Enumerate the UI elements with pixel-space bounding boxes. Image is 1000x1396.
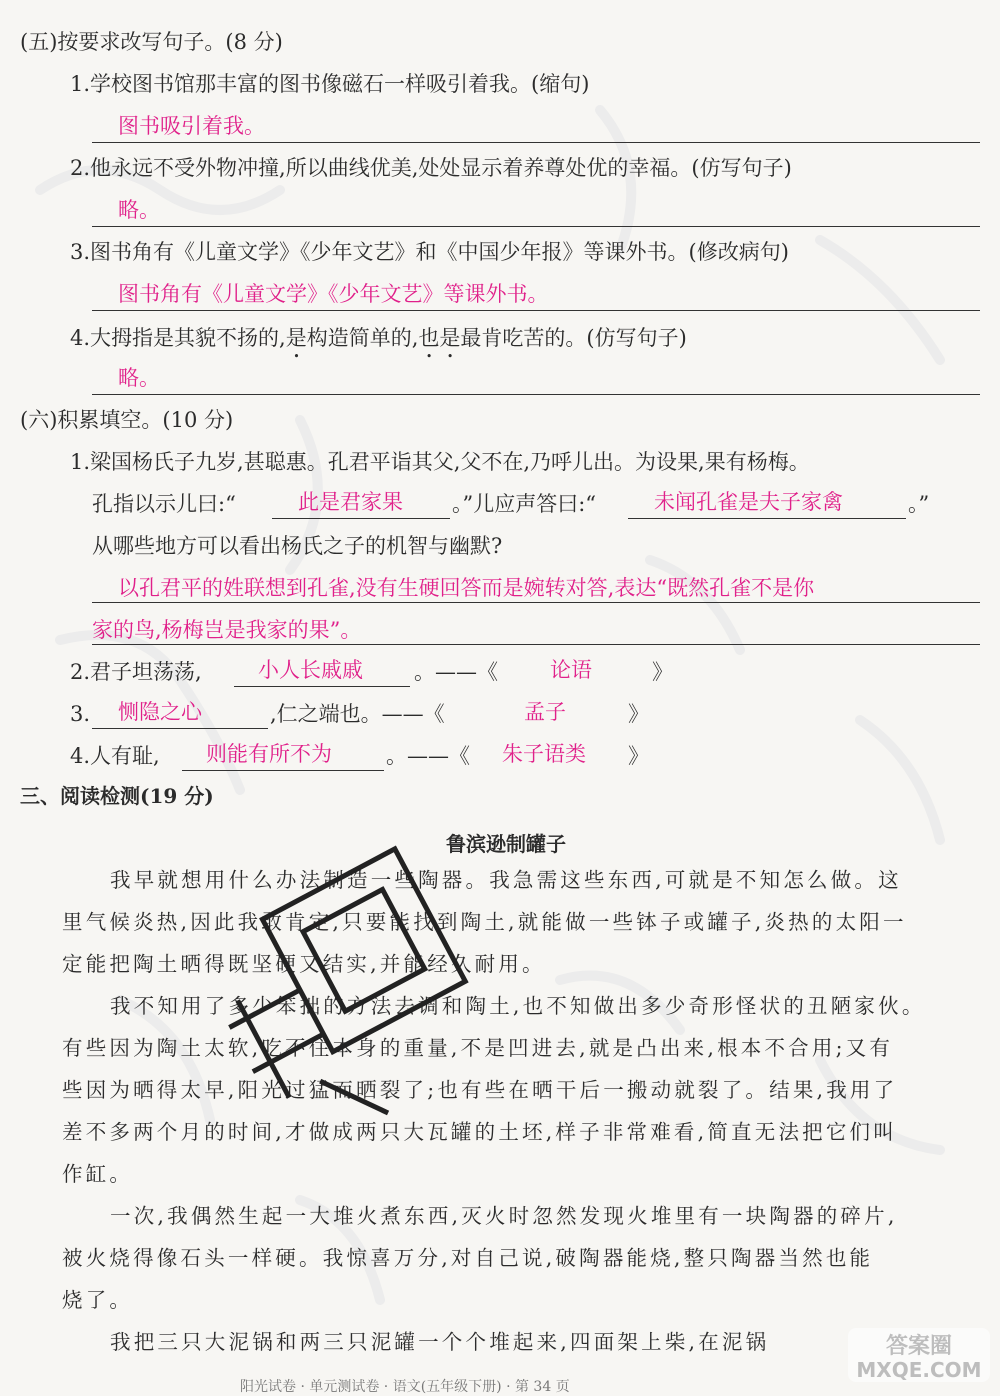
s6-q2-source: 论语 [550,658,592,682]
s6-q1-line2b: 。”儿应声答曰:“ [452,492,597,516]
mxqe-logo [844,1326,994,1384]
reading-line-9: 一次,我偶然生起一大堆火煮东西,灭火时忽然发现火堆里有一块陶器的碎片, [110,1204,898,1228]
answer-line [92,310,980,311]
s6-q1-answer-2: 家的鸟,杨梅岂是我家的果”。 [92,618,362,642]
s6-q2-prefix: 2.君子坦荡荡, [70,660,202,684]
s6-q2-end: 》 [652,660,673,684]
reading-title: 鲁滨逊制罐子 [446,832,566,856]
blank-line [92,728,268,729]
s5-answer-2: 略。 [118,198,160,222]
s6-q3-mid: ,仁之端也。——《 [270,702,445,726]
page-footer: 阳光试卷 · 单元测试卷 · 语文(五年级下册) · 第 34 页 [240,1379,570,1395]
s6-q4-end: 》 [628,744,649,768]
blank-line [234,686,410,687]
answer-line [92,142,980,143]
reading-line-10: 被火烧得像石头一样硬。我惊喜万分,对自己说,破陶器能烧,整只陶器当然也能 [62,1246,874,1270]
s6-q3-blank: 恻隐之心 [118,700,202,724]
reading-line-4: 我不知用了多少笨拙的方法去调和陶土,也不知做出多少奇形怪状的丑陋家伙。 [110,994,926,1018]
s6-q2-blank: 小人长戚戚 [258,658,363,682]
s5-answer-1: 图书吸引着我。 [118,114,265,138]
answer-line [92,644,980,645]
blank-line [272,518,450,519]
s5-question-2: 2.他永远不受外物冲撞,所以曲线优美,处处显示着养尊处优的幸福。(仿写句子) [70,156,792,180]
reading-line-11: 烧了。 [62,1288,134,1312]
blank-line [628,518,906,519]
answer-line [92,226,980,227]
reading-line-6: 些因为晒得太早,阳光过猛而晒裂了;也有些在晒干后一搬动就裂了。结果,我用了 [62,1078,898,1102]
section-5-heading: (五)按要求改写句子。(8 分) [20,30,283,54]
s6-q1-question: 从哪些地方可以看出杨氏之子的机智与幽默? [92,534,503,558]
s6-q4-blank: 则能有所不为 [206,742,332,766]
s6-q4-prefix: 4.人有耻, [70,744,160,768]
s5-answer-4: 略。 [118,366,160,390]
reading-line-3: 定能把陶土晒得既坚硬又结实,并能经久耐用。 [62,952,546,976]
s6-q3-source: 孟子 [524,700,566,724]
s5-answer-3: 图书角有《儿童文学》《少年文艺》等课外书。 [118,282,549,306]
s6-q1-line2c: 。” [908,492,930,516]
section-3-heading: 三、阅读检测(19 分) [20,784,214,808]
reading-line-8: 作缸。 [62,1162,134,1186]
s5-question-1: 1.学校图书馆那丰富的图书像磁石一样吸引着我。(缩句) [70,72,590,96]
reading-line-1: 我早就想用什么办法制造一些陶器。我急需这些东西,可就是不知怎么做。这 [110,868,902,892]
s6-q3-end: 》 [628,702,649,726]
reading-line-12: 我把三只大泥锅和两三只泥罐一个个堆起来,四面架上柴,在泥锅 [110,1330,770,1354]
s6-q1-line2a: 孔指以示儿曰:“ [92,492,236,516]
s6-q1-blank2: 未闻孔雀是夫子家禽 [654,490,843,514]
section-6-heading: (六)积累填空。(10 分) [20,408,234,432]
answer-line [92,602,980,603]
reading-line-7: 差不多两个月的时间,才做成两只大瓦罐的土坯,样子非常难看,简直无法把它们叫 [62,1120,897,1144]
reading-line-2: 里气候炎热,因此我敢肯定,只要能找到陶土,就能做一些钵子或罐子,炎热的太阳一 [62,910,907,934]
svg-text:MXQE.COM: MXQE.COM [856,1358,982,1382]
s6-q3-prefix: 3. [70,702,91,726]
s5-question-4: 4.大拇指是其貌不扬的,是构造简单的,也是最肯吃苦的。(仿写句子) [70,326,687,350]
s6-q1-answer-1: 以孔君平的姓联想到孔雀,没有生硬回答而是婉转对答,表达“既然孔雀不是你 [118,576,815,600]
s5-question-3: 3.图书角有《儿童文学》《少年文艺》和《中国少年报》等课外书。(修改病句) [70,240,789,264]
s6-q4-source: 朱子语类 [502,742,586,766]
svg-text:答案圈: 答案圈 [885,1334,953,1359]
answer-line [92,394,980,395]
s6-q1-line1: 1.梁国杨氏子九岁,甚聪惠。孔君平诣其父,父不在,乃呼儿出。为设果,果有杨梅。 [70,450,810,474]
s6-q4-mid: 。——《 [386,744,470,768]
reading-line-5: 有些因为陶土太软,吃不住本身的重量,不是凹进去,就是凸出来,根本不合用;又有 [62,1036,894,1060]
s6-q1-blank1: 此是君家果 [298,490,403,514]
blank-line [182,770,384,771]
s6-q2-mid: 。——《 [414,660,498,684]
